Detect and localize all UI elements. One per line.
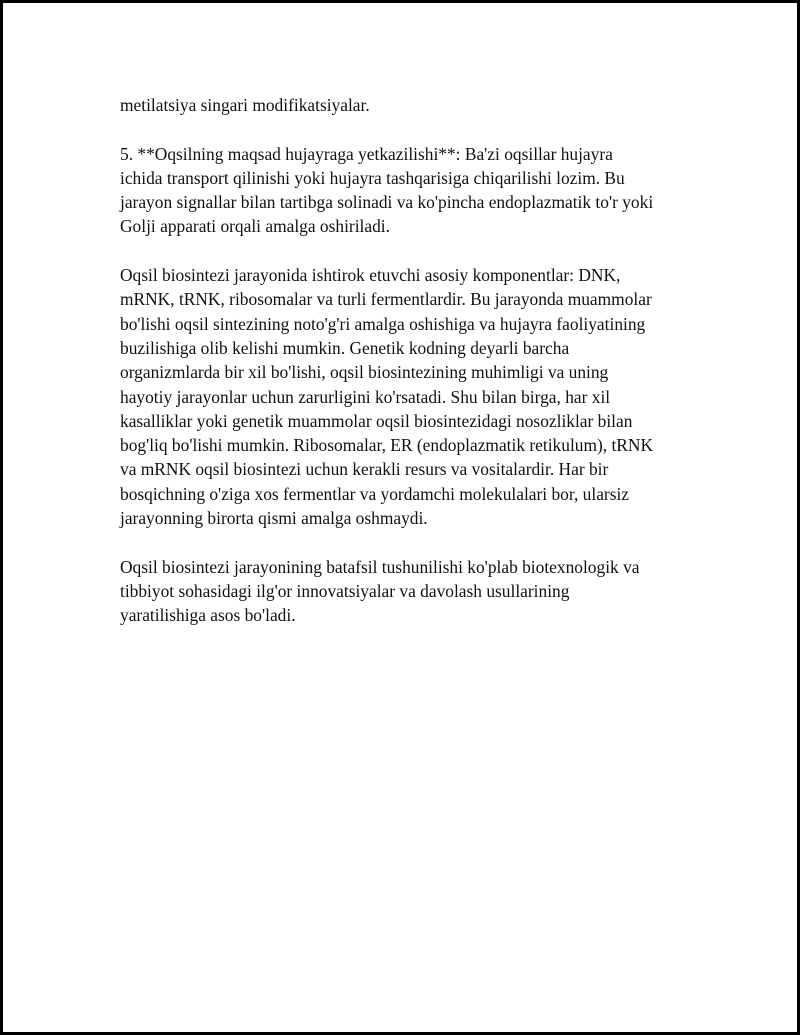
paragraph-main-components (120, 263, 700, 530)
text-line: buzilishiga olib kelishi mumkin. Genetik kodning deyarli barcha (120, 337, 570, 358)
text-line: bog'liq bo'lishi mumkin. Ribosomalar, ER (endoplazmatik retikulum), tRNK (120, 435, 654, 456)
paragraph-modifications-end (120, 93, 700, 117)
text-line: Golji apparati orqali amalga oshiriladi. (120, 216, 390, 237)
text-line: yaratilishiga asos bo'ladi. (120, 605, 296, 626)
document-body (120, 93, 700, 652)
text-line: metilatsiya singari modifikatsiyalar. (120, 95, 370, 115)
text-line: organizmlarda bir xil bo'lishi, oqsil biosintezining muhimligi va uning (120, 362, 609, 383)
text-line: tibbiyot sohasidagi ilg'or innovatsiyalar va davolash usullarining (120, 580, 570, 601)
text-line: 5. **Oqsilning maqsad hujayraga yetkazilishi**: Ba'zi oqsillar hujayra (120, 143, 613, 164)
text-line: ichida transport qilinishi yoki hujayra tashqarisiga chiqarilishi lozim. Bu (120, 167, 625, 188)
text-line: mRNK, tRNK, ribosomalar va turli fermentlardir. Bu jarayonda muammolar (120, 289, 652, 310)
text-line: hayotiy jarayonlar uchun zarurligini ko'rsatadi. Shu bilan birga, har xil (120, 386, 611, 407)
paragraph-protein-targeting (120, 142, 700, 239)
text-line: bosqichning o'ziga xos fermentlar va yordamchi molekulalari bor, ularsiz (120, 483, 630, 504)
paragraph-conclusion (120, 555, 700, 628)
text-line: Oqsil biosintezi jarayonining batafsil tushunilishi ko'plab biotexnologik va (120, 556, 640, 577)
text-line: Oqsil biosintezi jarayonida ishtirok etuvchi asosiy komponentlar: DNK, (120, 265, 621, 286)
text-line: kasalliklar yoki genetik muammolar oqsil biosintezidagi nosozliklar bilan (120, 410, 633, 431)
text-line: jarayon signallar bilan tartibga solinadi va ko'pincha endoplazmatik to'r yoki (120, 192, 654, 213)
text-line: bo'lishi oqsil sintezining noto'g'ri amalga oshishiga va hujayra faoliyatining (120, 313, 646, 334)
text-line: va mRNK oqsil biosintezi uchun kerakli resurs va vositalardir. Har bir (120, 459, 609, 480)
text-line: jarayonning birorta qismi amalga oshmaydi. (120, 508, 428, 529)
